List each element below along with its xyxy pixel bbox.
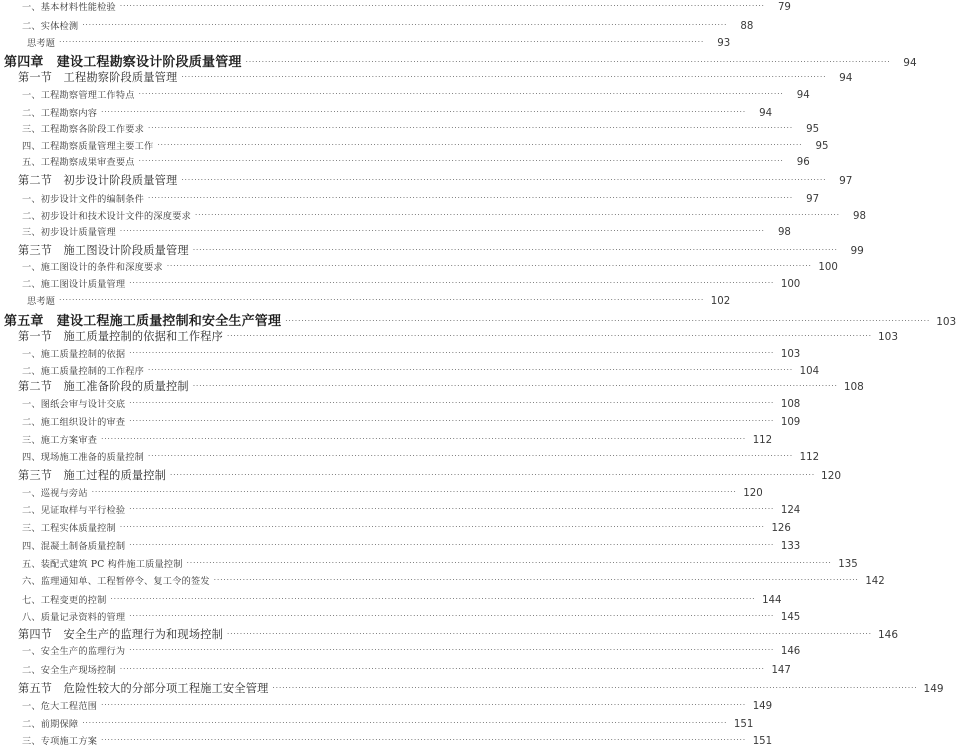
toc-entry-title: 一、施工质量控制的依据: [22, 349, 126, 360]
dot-leader: ········································································································································································································: [157, 141, 803, 149]
toc-entry-page-number: 124: [780, 505, 801, 516]
dot-leader: ········································································································································································································: [119, 665, 765, 673]
toc-entry-title: 一、工程勘察管理工作特点: [22, 90, 135, 101]
toc-entry-item: [0, 573, 885, 593]
dot-leader: ········································································································································································································: [129, 417, 775, 425]
dot-leader: ········································································································································································································: [194, 211, 841, 219]
toc-entry-title: 三、专项施工方案: [22, 736, 98, 747]
dot-leader: ········································································································································································································: [82, 21, 728, 29]
dot-leader: ········································································································································································································: [101, 701, 747, 709]
toc-entry-page-number: 120: [821, 470, 842, 482]
dot-leader: ········································································································································································································: [129, 505, 775, 513]
dot-leader: ········································································································································································································: [101, 435, 747, 443]
dot-leader: ········································································································································································································: [101, 736, 747, 744]
dot-leader: ········································································································································································································: [101, 108, 747, 116]
toc-entry-page-number: 133: [780, 541, 801, 552]
toc-entry-page-number: 96: [796, 157, 810, 168]
toc-entry-title: 二、施工组织设计的审查: [22, 417, 126, 428]
toc-entry-item: [0, 87, 810, 107]
toc-entry-section: [0, 467, 842, 487]
toc-entry-title: 思考题: [27, 38, 56, 49]
toc-entry-item: [0, 733, 773, 753]
toc-entry-page-number: 94: [903, 57, 917, 69]
dot-leader: ········································································································································································································: [166, 262, 812, 270]
dot-leader: ········································································································································································································: [119, 227, 765, 235]
dot-leader: ········································································································································································································: [129, 399, 775, 407]
toc-entry-chapter: [0, 51, 917, 71]
dot-leader: ········································································································································································································: [138, 157, 784, 165]
toc-entry-section: [0, 172, 853, 192]
toc-entry-page-number: 146: [877, 629, 899, 641]
toc-entry-page-number: 149: [923, 683, 944, 695]
toc-entry-section: [0, 680, 944, 700]
toc-entry-page-number: 95: [815, 141, 829, 152]
toc-entry-item: [0, 538, 801, 558]
toc-entry-page-number: 103: [877, 331, 899, 343]
toc-entry-item: [0, 662, 791, 682]
toc-entry-page-number: 146: [780, 646, 801, 657]
dot-leader: ········································································································································································································: [226, 630, 873, 638]
toc-entry-page-number: 109: [780, 417, 801, 428]
dot-leader: ········································································································································································································: [129, 279, 775, 287]
toc-entry-title: 二、初步设计和技术设计文件的深度要求: [22, 211, 191, 222]
toc-entry-chapter: [0, 310, 956, 330]
toc-entry-section: [0, 328, 899, 348]
dot-leader: ········································································································································································································: [285, 317, 931, 325]
dot-leader: ········································································································································································································: [245, 58, 891, 66]
toc-entry-title: 八、质量记录资料的管理: [22, 612, 126, 623]
toc-entry-title: 思考题: [27, 296, 56, 307]
toc-entry-title: 第五章 建设工程施工质量控制和安全生产管理: [4, 314, 282, 329]
toc-entry-page-number: 97: [839, 175, 853, 187]
toc-entry-title: 五、装配式建筑 PC 构件施工质量控制: [22, 559, 183, 570]
toc-entry-title: 一、巡视与旁站: [22, 488, 88, 499]
toc-entry-page-number: 97: [806, 194, 820, 205]
toc-entry-title: 第三节 施工过程的质量控制: [18, 469, 167, 482]
toc-entry-title: 二、见证取样与平行检验: [22, 505, 126, 516]
toc-entry-title: 二、安全生产现场控制: [22, 665, 116, 676]
toc-entry-page-number: 103: [780, 349, 801, 360]
dot-leader: ········································································································································································································: [148, 194, 794, 202]
toc-entry-item: [0, 154, 810, 174]
toc-entry-title: 四、工程勘察质量管理主要工作: [22, 141, 154, 152]
dot-leader: ········································································································································································································: [186, 559, 832, 567]
toc-entry-title: 第二节 初步设计阶段质量管理: [18, 174, 178, 187]
toc-entry-item: [0, 520, 791, 540]
toc-entry-title: 二、前期保障: [22, 719, 79, 730]
toc-entry-title: 五、工程勘察成果审查要点: [22, 157, 135, 168]
dot-leader: ········································································································································································································: [138, 90, 784, 98]
dot-leader: ········································································································································································································: [181, 176, 827, 184]
toc-entry-page-number: 95: [806, 124, 820, 135]
toc-entry-page-number: 79: [777, 2, 791, 13]
toc-entry-page-number: 98: [853, 211, 867, 222]
dot-leader: ········································································································································································································: [82, 719, 728, 727]
toc-entry-page-number: 149: [752, 701, 773, 712]
toc-entry-item: [0, 396, 801, 416]
dot-leader: ········································································································································································································: [192, 382, 838, 390]
toc-entry-page-number: 104: [799, 366, 820, 377]
toc-entry-page-number: 102: [710, 296, 731, 307]
toc-entry-item: [0, 449, 820, 469]
dot-leader: ········································································································································································································: [192, 246, 838, 254]
dot-leader: ········································································································································································································: [213, 576, 859, 584]
toc-entry-page-number: 98: [777, 227, 791, 238]
toc-entry-title: 二、施工图设计质量管理: [22, 279, 126, 290]
toc-entry-title: 一、危大工程范围: [22, 701, 98, 712]
dot-leader: ········································································································································································································: [91, 488, 737, 496]
toc-entry-title: 三、施工方案审查: [22, 435, 98, 446]
toc-entry-title: 第四节 安全生产的监理行为和现场控制: [18, 628, 223, 641]
dot-leader: ········································································································································································································: [272, 684, 918, 692]
toc-entry-title: 三、初步设计质量管理: [22, 227, 116, 238]
dot-leader: ········································································································································································································: [59, 296, 705, 304]
toc-entry-page-number: 108: [780, 399, 801, 410]
dot-leader: ········································································································································································································: [129, 349, 775, 357]
toc-entry-title: 二、工程勘察内容: [22, 108, 98, 119]
dot-leader: ········································································································································································································: [129, 646, 775, 654]
toc-entry-title: 第四章 建设工程勘察设计阶段质量管理: [4, 55, 242, 70]
toc-entry-title: 四、现场施工准备的质量控制: [22, 452, 145, 463]
dot-leader: ········································································································································································································: [170, 471, 816, 479]
toc-entry-page-number: 145: [780, 612, 801, 623]
toc-entry-title: 二、施工质量控制的工作程序: [22, 366, 145, 377]
toc-entry-page-number: 112: [752, 435, 773, 446]
toc-entry-item: [0, 0, 791, 19]
dot-leader: ········································································································································································································: [119, 2, 765, 10]
toc-entry-title: 第一节 工程勘察阶段质量管理: [18, 71, 178, 84]
toc-entry-item: [0, 224, 791, 244]
toc-entry-page-number: 151: [733, 719, 754, 730]
toc-entry-page-number: 151: [752, 736, 773, 747]
toc-entry-page-number: 112: [799, 452, 820, 463]
toc-entry-item: [0, 698, 773, 718]
dot-leader: ········································································································································································································: [148, 452, 794, 460]
toc-entry-title: 第一节 施工质量控制的依据和工作程序: [18, 330, 223, 343]
toc-entry-page-number: 144: [762, 595, 782, 606]
dot-leader: ········································································································································································································: [129, 612, 775, 620]
toc-entry-title: 一、初步设计文件的编制条件: [22, 194, 145, 205]
dot-leader: ········································································································································································································: [148, 366, 794, 374]
toc-entry-page-number: 100: [818, 262, 838, 273]
toc-entry-title: 三、工程勘察各阶段工作要求: [22, 124, 145, 135]
toc-entry-title: 六、监理通知单、工程暂停令、复工令的签发: [22, 576, 210, 587]
toc-entry-page-number: 88: [740, 21, 754, 32]
toc-entry-page-number: 135: [838, 559, 858, 570]
toc-entry-page-number: 94: [759, 108, 773, 119]
toc-entry-page-number: 103: [936, 316, 956, 328]
toc-entry-title: 二、实体检测: [22, 21, 79, 32]
toc-entry-page-number: 99: [850, 245, 864, 257]
toc-entry-item: [0, 643, 801, 663]
dot-leader: ········································································································································································································: [110, 595, 756, 603]
toc-entry-page-number: 120: [743, 488, 763, 499]
dot-leader: ········································································································································································································: [119, 523, 765, 531]
toc-entry-page-number: 126: [771, 523, 791, 534]
toc-entry-title: 一、基本材料性能检验: [22, 2, 116, 13]
dot-leader: ········································································································································································································: [181, 73, 827, 81]
dot-leader: ········································································································································································································: [226, 332, 873, 340]
toc-entry-item: [0, 414, 801, 434]
toc-entry-title: 一、安全生产的监理行为: [22, 646, 126, 657]
toc-entry-page-number: 147: [771, 665, 791, 676]
toc-entry-title: 第三节 施工图设计阶段质量管理: [18, 244, 189, 257]
toc-entry-page-number: 142: [865, 576, 885, 587]
dot-leader: ········································································································································································································: [129, 541, 775, 549]
toc-entry-section: [0, 378, 864, 398]
toc-entry-page-number: 100: [780, 279, 801, 290]
toc-entry-page-number: 93: [717, 38, 731, 49]
toc-entry-page-number: 94: [839, 72, 853, 84]
dot-leader: ········································································································································································································: [59, 38, 705, 46]
toc-entry-page-number: 94: [796, 90, 810, 101]
toc-entry-title: 第五节 危险性较大的分部分项工程施工安全管理: [18, 682, 269, 695]
toc-entry-title: 一、图纸会审与设计交底: [22, 399, 126, 410]
toc-entry-section: [0, 69, 853, 89]
toc-entry-page-number: 108: [843, 381, 864, 393]
toc-entry-title: 一、施工图设计的条件和深度要求: [22, 262, 163, 273]
toc-entry-title: 第二节 施工准备阶段的质量控制: [18, 380, 189, 393]
toc-entry-title: 四、混凝土制备质量控制: [22, 541, 126, 552]
toc-entry-title: 三、工程实体质量控制: [22, 523, 116, 534]
dot-leader: ········································································································································································································: [148, 124, 794, 132]
toc-entry-title: 七、工程变更的控制: [22, 595, 107, 606]
toc-entry-item: [0, 502, 801, 522]
